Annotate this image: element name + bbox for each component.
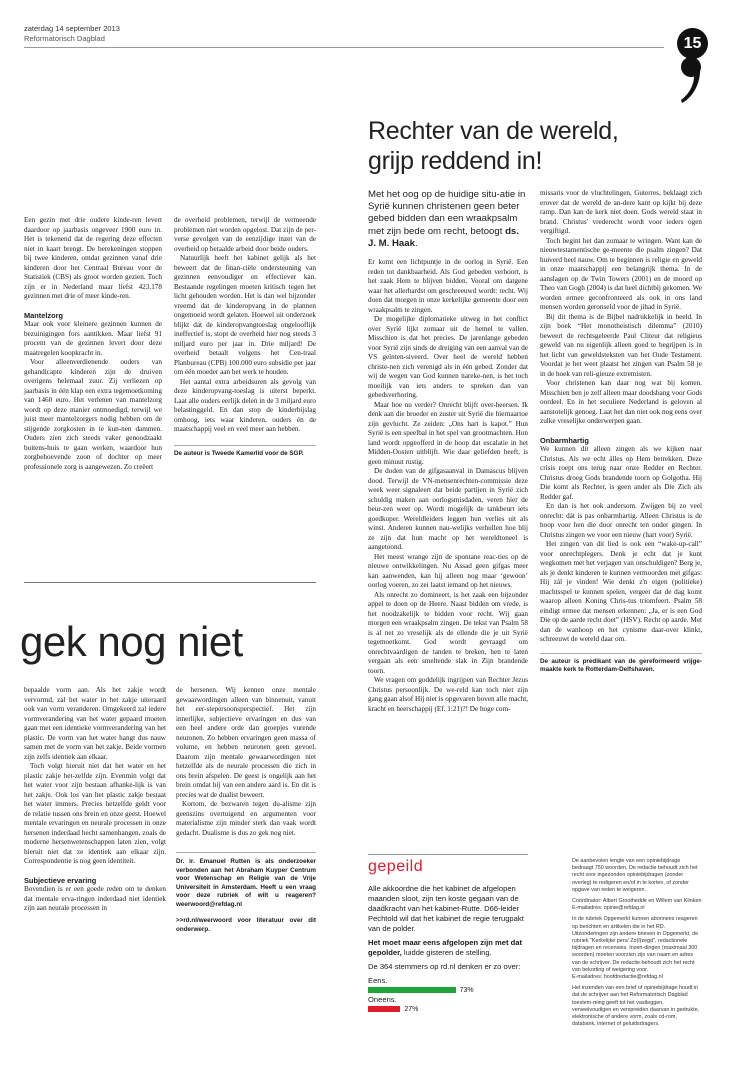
paragraph: bepaalde vorm aan. Als het zakje wordt vervormd, zal het water in het zakje uiteraard ook van vorm veranderen. Omgekeerd zal iedere vormverandering van het water gepaard moeten gaan met een identieke vormverandering van het plastic. De vorm van het water hangt dus nauw samen met de vorm van het zakje. Beide vormen zijn zelfs identiek aan elkaar. bbox=[24, 686, 166, 761]
paragraph: Bovendien is er een goede reden om te denken dat mentale erva-ringen inderdaad niet identiek zijn aan neurale processen in bbox=[24, 885, 166, 912]
poll-question: Alle akkoordne die het kabinet de afgelopen maanden sloot, zijn ten koste gegaan van de daadkracht van het kabinet-Rutte. D66-leider Pechtold wil dat het kabinet de regie terugpakt van de polder. bbox=[368, 884, 524, 933]
poll-bar-agree bbox=[368, 987, 456, 993]
poll-box bbox=[368, 884, 528, 1014]
section-rule bbox=[24, 582, 316, 583]
colophon-email: E-mailadres: hoofdredactie@refdag.nl bbox=[572, 974, 663, 981]
paragraph: Het aantal extra arbeidsuren als gevolg van deze kinderopvang-toeslag is uiterst beperkt. Laat alle ouders eerlijk delen in de 3 miljard euro belastinggeld. En dan stop de kinderbijslag omhoog, iets waar kinderen, ouders én de maatschappij veel en veel meer aan hebben. bbox=[174, 377, 316, 433]
poll-value-disagree: 27% bbox=[404, 1006, 419, 1013]
paragraph: Voor alleenverdienende ouders van gehandicapte kinderen zijn de druiven overigens helemaal zuur. Zij verliezen op jaarbasis in één klap een extra tegemoetkoming van 1460 euro. Het verlenen van mantelzorg wordt op deze manier ontmoedigd, terwijl we juist meer mantelzorgers nodig hebben om de stijgende zorgkosten in te kun-nen dammen. Ouders zien zich steeds vaker genoodzaakt buitens-huis te gaan werken, waardoor hun zorgbehoevende zoon of dochter op meer professionele zorg is aangewezen. Zo creëert bbox=[24, 358, 162, 471]
paragraph: Bij dit thema is de Bijbel nadrukkelijk in beeld. In zijn boek “Het monotheistisch dilemma” (2010) beweert de rechtsgeleerde Paul Cliteur dat religieus geweld van nu eigenlijk alleen goed te begrijpen is in het licht van geweldsteksten van het Oude Testament. Voordat je het weet plaatst het zingen van Psalm 58 je in de hoek van reli-gieuze extremisten. bbox=[540, 312, 702, 378]
poll-label-agree: Eens. bbox=[368, 976, 388, 985]
page-header bbox=[24, 24, 120, 44]
paragraph: Voor christenen kan daar nog wat bij komen. Misschien ben je zelf alleen maar doodsbang voor Gods oordeel. En in het seculiere Nederland is geloven al aanstotelijk genoeg. Laat het dan niet ook nog eens over zulke vreselijke onderwerpen gaan. bbox=[540, 379, 702, 425]
poll-voters: De 364 stemmers op rd.nl denken er zo over: bbox=[368, 962, 521, 971]
author-note: De auteur is Tweede Kamerlid voor de SGP. bbox=[174, 449, 304, 457]
gek-column-2 bbox=[176, 686, 316, 934]
headline-line-2: grijp reddend in! bbox=[368, 147, 543, 175]
gek-column-1 bbox=[24, 686, 166, 914]
page-number-badge: 15 bbox=[677, 28, 708, 59]
paragraph: Er komt een lichtpuntje in de oorlog in Syrië. Een reden tot dankbaarheid. Als God gebeden verhoort, is het zaak Hem te blijven bidden. Vooral om datgene waar het allerhardst om geschreeuwd wordt: recht. Wij doen dat morgen in onze kerkelijke gemeente door een wraakpsalm te zingen. bbox=[368, 258, 528, 314]
weerwoord-link[interactable]: >>rd.nl/weerwoord voor literatuur over dit onderwerp. bbox=[176, 917, 316, 933]
paragraph: Natuurlijk heeft het kabinet gelijk als het beweert dat de finan-ciële ondersteuning van gezinnen eenvoudiger en effectiever kan. Bestaande regelingen moeten kritisch tegen het licht gehouden worden. Het is dan wel bijzonder vreemd dat de kinderopvang in de plannen ongemoeid wordt gelaten. Hoewel uit onderzoek blijkt dat de kinderopvangtoeslag ongelooflijk ineffectief is, stopt de overheid hier nog steeds 3 miljard euro per jaar in. Drie miljard! De overheid betaalt volgens het Cen-traal Planbureau (CPB) 100.000 euro subsidie per jaar om één moeder aan het werk te houden. bbox=[174, 254, 316, 376]
section-heading-gek-nog-niet: gek nog niet bbox=[20, 618, 243, 665]
poll-row-disagree bbox=[368, 1005, 528, 1014]
article-column-2 bbox=[540, 189, 702, 675]
poll-label-disagree: Oneens. bbox=[368, 995, 397, 1004]
subheading-mantelzorg: Mantelzorg bbox=[24, 310, 64, 320]
paragraph: Een gezin met drie oudere kinde-ren levert daardoor op jaarbasis ongeveer 1900 euro in. Het is tekenend dat de regering deze effecten niet in kaart brengt. De berekeningen stoppen bij twee kinderen, omdat gezinnen vanaf drie kinderen door het Centraal Bureau voor de Statistiek (CBS) als groot worden gezien. Toch zijn er in Nederland maar liefst 423.178 gezinnen met drie of meer kinde-ren. bbox=[24, 216, 162, 300]
divider bbox=[174, 445, 316, 446]
lead-author: ds. J. M. Haak bbox=[368, 225, 519, 249]
paragraph: We vragen om goddelijk ingrijpen van Rechter Jezus Christus persoonlijk. De we-reld kan toch niet zijn gang gaan alsof Hij niet is opgevaren boven alle macht, kracht en heerschappij (Ef. 1:21)?! De hoge com- bbox=[368, 676, 528, 713]
left-top-column-1 bbox=[24, 216, 162, 472]
paragraph: En dan is het ook andersom. Zwijgen bij zo veel onrecht: dát is pas onbarmhartig. Alleen Christus is de hoop voor hen die door onrecht ten onder gingen. In Christus zingen we voor een nieuw (hart voor) Syrië. bbox=[540, 502, 702, 539]
colophon-text: De aanbevolen lengte van een opiniebijdrage bedraagt 750 woorden. De redactie behoudt zich het recht voor ingezonden opiniebijdragen (zonder overleg) te redigeren en/of in te korten, of zonder opgave van reden te weigeren. bbox=[572, 858, 698, 893]
author-note: Dr. ir. Emanuel Rutten is als onderzoeker verbonden aan het Abraham Kuyper Centrum voor Wetenschap en Religie van de Vrije Universiteit in Amsterdam. Heeft u een vraag voor deze rubriek of wilt u reageren? weerwoord@refdag.nl bbox=[176, 858, 316, 908]
left-top-column-2 bbox=[174, 216, 316, 458]
article-lead: Met het oog op de huidige situ-atie in Syrië kunnen christenen geen beter gebed bidden dan een wraakpsalm met zijn bede om recht, betoogt ds. J. M. Haak. bbox=[368, 189, 526, 249]
paragraph: Toch volgt hieruit niet dat het water en het plastic zakje het-zelfde zijn. Evenmin volgt dat het water voor zijn bestaan afhanke-lijk is van het zakje. Ook los van het plastic zakje bestaat het water immers. Precies hetzelfde geldt voor de relatie tussen ons brein en onze geest. Hoewel mentale ervaringen en neurale processen in onze hersenen inderdaad hecht samenhangen, zoals de moderne hersenwetenschappen laten zien, volgt hieruit niet dat ze identiek aan elkaar zijn. Correspondentie is nog geen identiteit. bbox=[24, 762, 166, 865]
subheading-subjectieve-ervaring: Subjectieve ervaring bbox=[24, 875, 97, 885]
header-date: zaterdag 14 september 2013 bbox=[24, 24, 120, 33]
paragraph: Als onrecht zo domineert, is het zaak een bijzonder appel te doen op de Heere. Naast bidden om vrede, is het noodzakelijk te bidden voor recht. Wij gaan morgen een wraakpsalm zingen. De tekst van Psalm 58 is al net zo vreselijk als de ellende die je uit Syrië tegemoetkomt. God wordt gevraagd om onrechtvaardigen de tanden te breken, hen te laten vergaan als een smeltende slak in Zijn brandende toorn. bbox=[368, 590, 528, 675]
poll-row-agree bbox=[368, 986, 528, 995]
paragraph: Maar hoe nu verder? Onrecht blijft over-heersen. Ik denk aan die broeder en zuster uit Syrië die hiernaartoe zijn gevlucht. Ze zeiden: „Ons hart is kapot.” Hun Syrië is een speelbal in het spel van grootmachten. Hun land wordt opgeofferd in de hoop dat escalatie in het Midden-Oosten uitblijft. Wie daar geliefden heeft, is geen minuut rustig. bbox=[368, 400, 528, 466]
poll-title: gepeild bbox=[368, 858, 424, 875]
poll-statement bbox=[368, 938, 528, 958]
poll-statement-bold: Het moet maar eens afgelopen zijn met dat gepolder, bbox=[368, 938, 523, 957]
paragraph: Toch begint het dan zomaar te wringen. Want kan de nieuwtestamentische ge-meente die psalm zingen? Dat huiverd heel nauw. Om te beginnen is religie en geweld in onze maatschappij een belangrijk thema. In de aanslagen op de Twin Towers (2001) en de moord op Theo van Gogh (2004) is dat heel dichtbij gekomen. We worden ermee geconfronteerd als ook in ons land mensen worden geronseld voor de jihad in Syrië. bbox=[540, 236, 702, 311]
paragraph: Maar ook voor kleinere gezinnen kunnen de bezuinigingen fors aantikken. Maar liefst 91 procent van de gezinnen levert door deze maatregelen koopkracht in. bbox=[24, 320, 162, 357]
header-newspaper: Reformatorisch Dagblad bbox=[24, 34, 105, 43]
poll-statement-rest: luidde gisteren de stelling. bbox=[401, 948, 492, 957]
colophon-email: E-mailadres: opinie@refdag.nl bbox=[572, 905, 645, 912]
paragraph: missaris voor de vluchtelingen, Guterres, beklaagt zich erover dat de wereld de an-dere kant op kijkt bij deze ramp. Dan kan de kerk niet doen. Gods wereld staat in brand. Christus' vrederecht wordt voor ieders ogen vergiftigd. bbox=[540, 189, 702, 235]
paragraph: We kunnen dit alleen zingen als we kijken naar Christus. Als we echt álles op Hem betrekken. Deze crisis roept ons terug naar onze Redder en Rechter. Christus droeg Gods brandende toorn op Golgotha. Hij Die komt als Rechter, is geen ander als Die Zich als Redder gaf. bbox=[540, 445, 702, 501]
article-column-1 bbox=[368, 258, 528, 714]
paragraph: De mogelijke diplomatieke uitweg in het conflict over Syrië lijkt zomaar uit de hemel te vallen. Misschien is dat het precies. De jarenlange gebeden voor Syrië zijn sinds de dreiging van een aanval van de VS geïnten-siveerd. Over heel de wereld hebben christe-nen zich verenigd als in één gebed. Zonder dat wij de wegen van God kunnen nareke-nen, is het toch moeilijk van iets anders te spreken dan van gebedsverhoring. bbox=[368, 315, 528, 399]
headline-line-1: Rechter van de wereld, bbox=[368, 117, 619, 145]
paragraph: Het zingen van dit lied is ook een “wake-up-call” voor onrechtplegers. Denk je echt dat je kunt wegkomen met het verjagen van onschuldigen? Berg je, als je denkt kinderen te kunnen vermoorden met gifgas: Hij zál je vinden! Wie denkt z'n eigen (politieke) machtsspel te kunnen spelen, vergeet dat de dag komt waarop alleen Koning Chris-tus triomfeert. Psalm 58 eindigt ermee dat mensen erkennen: „Ja, er is een God Die op de aarde recht doet” (HSV). Recht op aarde. Met dan de wanhoop en het cynisme daar-over klinkt, schreeuwt de wereld daar om. bbox=[540, 540, 702, 643]
paragraph: de hersenen. Wij kennen onze mentale gewaarwordingen alleen van binnenuit, vanuit het eer-stepersoonsperspectief. Het zijn innerlijke, subjectieve ervaringen en dus van een heel andere orde dan groepjes vurende neuronen. Zo hebben ervaringen geen massa of volume, en hebben neuronen geen gevoel. Daarom zijn mentale gewaarwordingen niet hetzelfde als de neurale processen die zich in ons brein afspelen. De geest is ongelijk aan het brein omdat hij van een andere aard is. En dit is precies wat de dualist beweert. bbox=[176, 686, 316, 799]
colophon bbox=[572, 858, 702, 1028]
poll-bar-disagree bbox=[368, 1006, 400, 1012]
lead-text: Met het oog op de huidige situ-atie in Syrië kunnen christenen geen beter gebed bidden dan een wraakpsalm met zijn bede om recht, betoogt bbox=[368, 189, 526, 237]
colophon-text: Het inzenden van een brief of opiniebijdrage houdt in dat de schrijver aan het Reformatorisch Dagblad toestem-ming geeft tot het vastleggen, verveelvoudigen en verspreiden daarvan in gedrukte, elektronische of andere vorm, zoals cd-rom, databank, internet of geluidsdragers. bbox=[572, 985, 700, 1028]
divider bbox=[540, 653, 702, 654]
header-rule bbox=[24, 47, 664, 48]
colophon-text: Coördinator: Albert Groothedde en Willem van Klinken bbox=[572, 898, 702, 905]
author-note: De auteur is predikant van de gereformeerd vrijge-maakte kerk te Rotterdam-Delfshaven. bbox=[540, 657, 702, 673]
comma-logo-icon bbox=[680, 56, 702, 104]
paragraph: de overheid problemen, terwijl de vermeende problemen niet worden opgelost. Dat zijn de per-verse gevolgen van de eenzijdige inzet van de overheid op betaalde arbeid door beide ouders. bbox=[174, 216, 316, 253]
divider bbox=[176, 852, 316, 853]
poll-value-agree: 73% bbox=[459, 987, 474, 994]
paragraph: Kortom, de bezwaren tegen du-alisme zijn geenszins overtuigend en argumenten voor materialisme zijn minder sterk dan vaak wordt gedacht. Dualisme is dus zo gek nog niet. bbox=[176, 800, 316, 837]
poll-rule bbox=[368, 854, 528, 855]
subheading-onbarmhartig: Onbarmhartig bbox=[540, 435, 589, 445]
colophon-text: In de rubriek Opgemerkt kunnen abonnees reageren op berichten en artikelen die in het RD. Uitzonderingen zijn andere brieven in Opgemerkt, de rubriek "Kerkelijke pers/ Zo(l)zegd", redactionele bijdragen en recensies. Inzen-dingen (maximaal 300 woorden) moeten voorzien zijn van naam en adres van de schrijver. De redactie behoudt zich het recht van bekorting of weigering voor. bbox=[572, 916, 699, 973]
paragraph: De doden van de gifgasaanval in Damascus blijven dood. Terwijl de VN-mensenrechten-commissie deze week weer signaleert dat beide partijen in Syrië zich schuldig maken aan oorlogsmisdaden, veren hier de beur-zen weer op. Wordt mogelijk de tankbeurt iets goedkoper. Wereldleiders leggen hun verlies uit als winst. Anderen kunnen nau-welijks verhullen hoe blij ze zijn dat hun macht op het wereldtoneel is aangetoond. bbox=[368, 467, 528, 551]
paragraph: Het meest wrange zijn de spontane reac-ties op de nieuwe ontwikkelingen. Nu Assad geen gifgas meer kan aanwenden, kan hij alleen nog maar ‘gewoon’ oorlog voeren, zo zei laatst iemand op het nieuws. bbox=[368, 552, 528, 589]
article-headline bbox=[368, 116, 688, 176]
